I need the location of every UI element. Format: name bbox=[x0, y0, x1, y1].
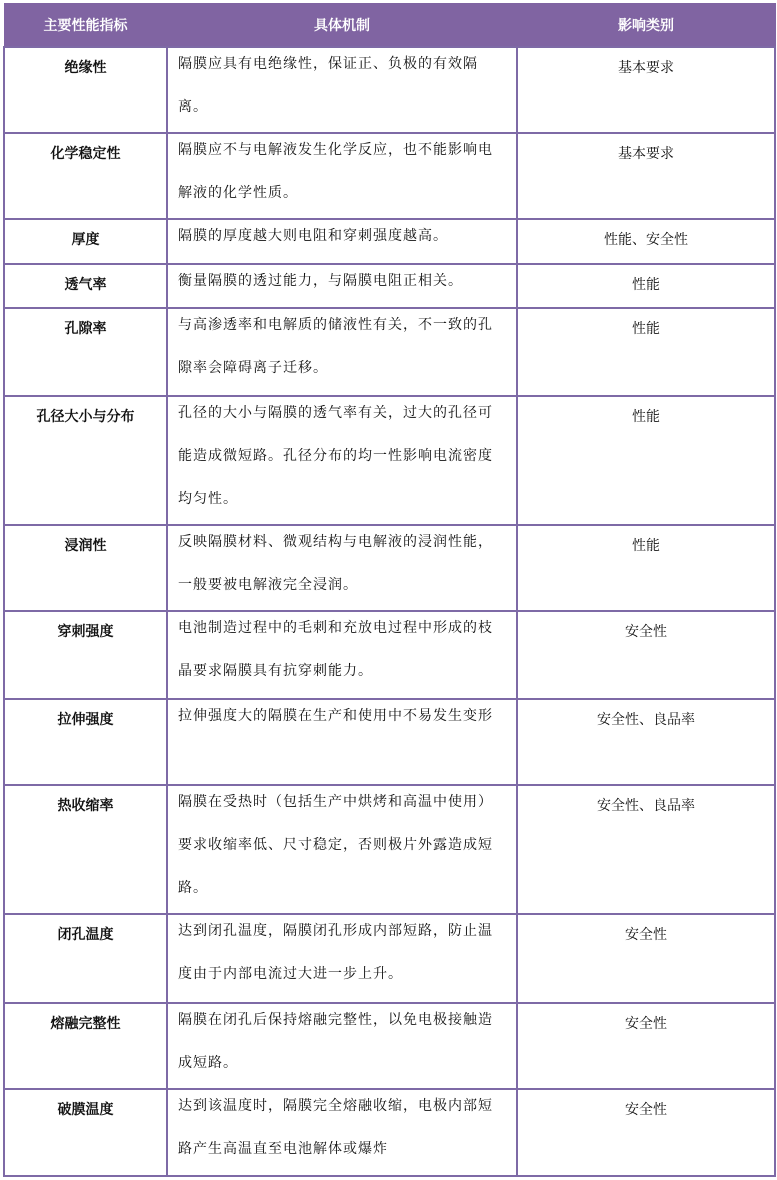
indicator-cell: 破膜温度 bbox=[4, 1089, 167, 1176]
table-row bbox=[4, 47, 775, 133]
category-cell: 安全性 bbox=[517, 914, 775, 1003]
indicator-cell: 热收缩率 bbox=[4, 785, 167, 914]
header-category: 影响类别 bbox=[517, 4, 775, 48]
indicator-cell: 透气率 bbox=[4, 264, 167, 308]
category-cell: 安全性 bbox=[517, 611, 775, 699]
mechanism-cell bbox=[167, 396, 517, 525]
category-cell: 性能、安全性 bbox=[517, 219, 775, 264]
indicator-cell: 厚度 bbox=[4, 219, 167, 264]
indicator-cell: 穿刺强度 bbox=[4, 611, 167, 699]
header-row bbox=[4, 4, 775, 48]
table-row bbox=[4, 1003, 775, 1089]
mechanism-text: 与高渗透率和电解质的储液性有关，不一致的孔隙率会障碍离子迁移。 bbox=[178, 317, 493, 376]
table-row bbox=[4, 914, 775, 1003]
table-row bbox=[4, 396, 775, 525]
indicator-cell: 化学稳定性 bbox=[4, 133, 167, 219]
table-row bbox=[4, 785, 775, 914]
table-row bbox=[4, 308, 775, 396]
mechanism-cell bbox=[167, 1003, 517, 1089]
mechanism-text: 孔径的大小与隔膜的透气率有关，过大的孔径可能造成微短路。孔径分布的均一性影响电流密度均匀性。 bbox=[178, 405, 493, 507]
mechanism-cell bbox=[167, 133, 517, 219]
table-row bbox=[4, 611, 775, 699]
category-cell: 性能 bbox=[517, 308, 775, 396]
mechanism-cell bbox=[167, 525, 517, 611]
mechanism-cell bbox=[167, 264, 517, 308]
mechanism-text: 拉伸强度大的隔膜在生产和使用中不易发生变形 bbox=[178, 708, 493, 724]
category-cell: 基本要求 bbox=[517, 133, 775, 219]
category-cell: 安全性 bbox=[517, 1003, 775, 1089]
category-cell: 安全性、良品率 bbox=[517, 699, 775, 785]
mechanism-cell bbox=[167, 47, 517, 133]
category-cell: 性能 bbox=[517, 264, 775, 308]
table-row bbox=[4, 525, 775, 611]
mechanism-cell bbox=[167, 611, 517, 699]
mechanism-text: 隔膜应具有电绝缘性，保证正、负极的有效隔离。 bbox=[178, 56, 478, 115]
indicator-cell: 浸润性 bbox=[4, 525, 167, 611]
category-cell: 性能 bbox=[517, 396, 775, 525]
category-cell: 性能 bbox=[517, 525, 775, 611]
indicator-cell: 闭孔温度 bbox=[4, 914, 167, 1003]
mechanism-cell bbox=[167, 1089, 517, 1176]
header-mechanism: 具体机制 bbox=[167, 4, 517, 48]
mechanism-text: 达到闭孔温度，隔膜闭孔形成内部短路，防止温度由于内部电流过大进一步上升。 bbox=[178, 923, 493, 982]
mechanism-cell bbox=[167, 699, 517, 785]
mechanism-cell bbox=[167, 219, 517, 264]
header-indicator: 主要性能指标 bbox=[4, 4, 167, 48]
table-row bbox=[4, 1089, 775, 1176]
mechanism-text: 反映隔膜材料、微观结构与电解液的浸润性能，一般要被电解液完全浸润。 bbox=[178, 534, 493, 593]
mechanism-text: 隔膜在受热时（包括生产中烘烤和高温中使用）要求收缩率低、尺寸稳定，否则极片外露造成短路。 bbox=[178, 794, 493, 896]
mechanism-text: 电池制造过程中的毛刺和充放电过程中形成的枝晶要求隔膜具有抗穿刺能力。 bbox=[178, 620, 493, 679]
performance-table bbox=[3, 3, 776, 1177]
indicator-cell: 拉伸强度 bbox=[4, 699, 167, 785]
table-body bbox=[4, 47, 775, 1176]
indicator-cell: 熔融完整性 bbox=[4, 1003, 167, 1089]
mechanism-text: 隔膜的厚度越大则电阻和穿刺强度越高。 bbox=[178, 228, 448, 244]
table-row bbox=[4, 699, 775, 785]
mechanism-text: 衡量隔膜的透过能力，与隔膜电阻正相关。 bbox=[178, 273, 463, 289]
indicator-cell: 孔径大小与分布 bbox=[4, 396, 167, 525]
indicator-cell: 绝缘性 bbox=[4, 47, 167, 133]
mechanism-text: 隔膜应不与电解液发生化学反应，也不能影响电解液的化学性质。 bbox=[178, 142, 493, 201]
mechanism-text: 达到该温度时，隔膜完全熔融收缩，电极内部短路产生高温直至电池解体或爆炸 bbox=[178, 1098, 493, 1157]
mechanism-cell bbox=[167, 914, 517, 1003]
table-row bbox=[4, 133, 775, 219]
indicator-cell: 孔隙率 bbox=[4, 308, 167, 396]
category-cell: 安全性 bbox=[517, 1089, 775, 1176]
mechanism-text: 隔膜在闭孔后保持熔融完整性，以免电极接触造成短路。 bbox=[178, 1012, 493, 1071]
mechanism-cell bbox=[167, 308, 517, 396]
table-row bbox=[4, 264, 775, 308]
mechanism-cell bbox=[167, 785, 517, 914]
category-cell: 基本要求 bbox=[517, 47, 775, 133]
table-row bbox=[4, 219, 775, 264]
category-cell: 安全性、良品率 bbox=[517, 785, 775, 914]
